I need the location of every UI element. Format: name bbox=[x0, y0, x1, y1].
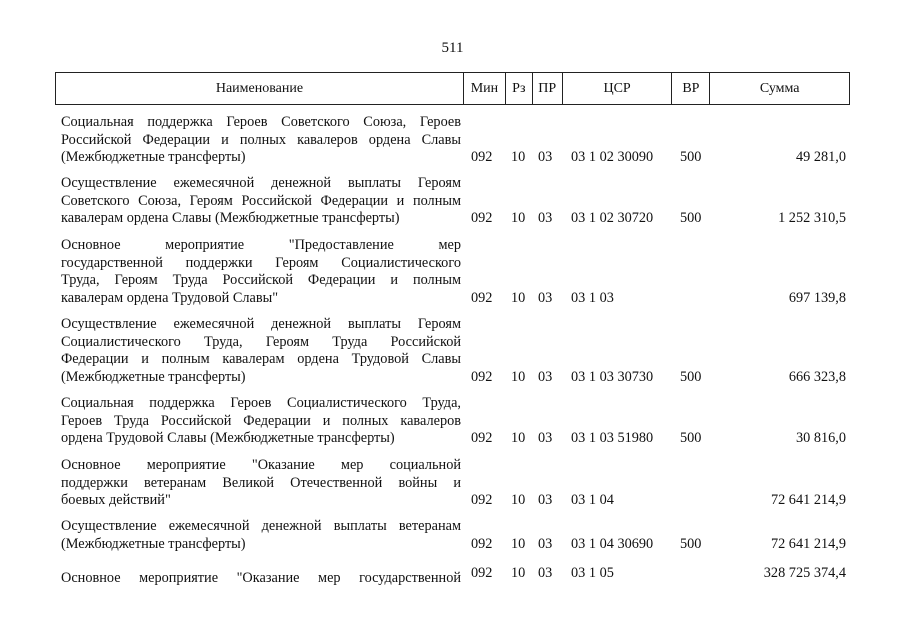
row-csr: 03 1 04 30690 bbox=[571, 535, 654, 552]
table-row bbox=[0, 114, 905, 166]
header-min: Мин bbox=[464, 73, 506, 104]
row-rz: 10 bbox=[511, 148, 526, 165]
row-name-line: Героев Труда Российской Федерации и полных кавалеров bbox=[61, 412, 461, 429]
row-vr: 500 bbox=[680, 535, 702, 552]
row-sum: 72 641 214,9 bbox=[770, 491, 846, 508]
row-rz: 10 bbox=[511, 564, 526, 581]
row-sum: 1 252 310,5 bbox=[778, 209, 846, 226]
row-sum: 49 281,0 bbox=[795, 148, 846, 165]
table-row bbox=[0, 316, 905, 386]
row-name-line: Осуществление ежемесячной денежной выплаты ветеранам bbox=[61, 518, 461, 534]
table-row bbox=[0, 518, 905, 553]
row-name bbox=[61, 457, 461, 510]
table-row bbox=[0, 457, 905, 509]
row-vr: 500 bbox=[680, 148, 702, 165]
row-name-line: Труда, Героям Труда Российской Федерации и полным bbox=[61, 272, 461, 288]
row-rz: 10 bbox=[511, 209, 526, 226]
row-sum: 30 816,0 bbox=[795, 429, 846, 446]
row-name-line: Социальная поддержка Героев Советского Союза, Героев bbox=[61, 114, 461, 130]
row-min: 092 bbox=[471, 429, 493, 446]
row-name-line: кавалерам ордена Славы (Межбюджетные трансферты) bbox=[61, 210, 400, 226]
row-name-line: поддержки ветеранам Великой Отечественной войны и bbox=[61, 474, 461, 491]
row-name-line: Осуществление ежемесячной денежной выплаты Героям bbox=[61, 175, 461, 191]
row-name-line: кавалерам ордена Трудовой Славы" bbox=[61, 289, 279, 306]
row-name-line: Федерации и полным кавалерам ордена Трудовой Славы bbox=[61, 351, 461, 367]
header-vr: ВР bbox=[672, 73, 710, 104]
row-name bbox=[61, 237, 461, 307]
row-vr: 500 bbox=[680, 429, 702, 446]
row-csr: 03 1 03 51980 bbox=[571, 429, 654, 446]
row-name-line: (Межбюджетные трансферты) bbox=[61, 368, 246, 385]
row-pr: 03 bbox=[538, 289, 553, 306]
row-rz: 10 bbox=[511, 289, 526, 306]
row-csr: 03 1 04 bbox=[571, 491, 614, 508]
row-min: 092 bbox=[471, 491, 493, 508]
row-pr: 03 bbox=[538, 209, 553, 226]
row-pr: 03 bbox=[538, 564, 553, 581]
row-sum: 72 641 214,9 bbox=[770, 535, 846, 552]
row-rz: 10 bbox=[511, 368, 526, 385]
row-name-line: Основное мероприятие "Оказание мер социальной bbox=[61, 457, 461, 473]
row-min: 092 bbox=[471, 535, 493, 552]
row-rz: 10 bbox=[511, 429, 526, 446]
row-pr: 03 bbox=[538, 148, 553, 165]
header-sum: Сумма bbox=[759, 80, 800, 96]
row-name bbox=[61, 175, 461, 228]
row-pr: 03 bbox=[538, 429, 553, 446]
row-name-line: (Межбюджетные трансферты) bbox=[61, 149, 246, 165]
row-sum: 328 725 374,4 bbox=[763, 564, 846, 581]
row-name bbox=[61, 518, 461, 553]
row-csr: 03 1 02 30720 bbox=[571, 209, 654, 226]
row-name-line: (Межбюджетные трансферты) bbox=[61, 535, 246, 552]
row-name-line: боевых действий" bbox=[61, 492, 171, 508]
row-rz: 10 bbox=[511, 535, 526, 552]
row-name bbox=[61, 114, 461, 167]
row-pr: 03 bbox=[538, 535, 553, 552]
row-name bbox=[61, 395, 461, 448]
row-name-line: Советского Союза, Героям Российской Федерации и полным bbox=[61, 192, 461, 209]
page-number: 511 bbox=[441, 40, 464, 56]
row-rz: 10 bbox=[511, 491, 526, 508]
table-row bbox=[0, 395, 905, 447]
row-vr: 500 bbox=[680, 368, 702, 385]
row-vr: 500 bbox=[680, 209, 702, 226]
row-csr: 03 1 03 bbox=[571, 289, 614, 306]
row-name bbox=[61, 316, 461, 386]
header-rz: Рз bbox=[506, 73, 533, 104]
row-name-line: Осуществление ежемесячной денежной выплаты Героям bbox=[61, 316, 461, 332]
row-pr: 03 bbox=[538, 491, 553, 508]
row-name bbox=[61, 570, 461, 588]
row-csr: 03 1 02 30090 bbox=[571, 148, 654, 165]
row-csr: 03 1 05 bbox=[571, 564, 614, 581]
row-csr: 03 1 03 30730 bbox=[571, 368, 654, 385]
row-name-line: государственной поддержки Героям Социалистического bbox=[61, 254, 461, 271]
row-name-line: Основное мероприятие "Оказание мер государственной bbox=[61, 570, 461, 586]
row-min: 092 bbox=[471, 564, 493, 581]
row-min: 092 bbox=[471, 289, 493, 306]
row-pr: 03 bbox=[538, 368, 553, 385]
row-name-line: Социалистического Труда, Героям Труда Российской bbox=[61, 333, 461, 350]
table-header bbox=[55, 72, 850, 105]
row-sum: 666 323,8 bbox=[788, 368, 846, 385]
table-row bbox=[0, 564, 905, 586]
row-name-line: Социальная поддержка Героев Социалистического Труда, bbox=[61, 395, 461, 411]
header-name: Наименование bbox=[56, 73, 464, 104]
row-name-line: ордена Трудовой Славы (Межбюджетные трансферты) bbox=[61, 430, 395, 446]
row-min: 092 bbox=[471, 148, 493, 165]
header-pr: ПР bbox=[533, 73, 563, 104]
row-sum: 697 139,8 bbox=[788, 289, 846, 306]
row-name-line: Российской Федерации и полных кавалеров ордена Славы bbox=[61, 131, 461, 148]
table-row bbox=[0, 175, 905, 227]
table-row bbox=[0, 237, 905, 307]
row-min: 092 bbox=[471, 368, 493, 385]
row-min: 092 bbox=[471, 209, 493, 226]
row-name-line: Основное мероприятие "Предоставление мер bbox=[61, 237, 461, 253]
header-csr: ЦСР bbox=[563, 73, 673, 104]
